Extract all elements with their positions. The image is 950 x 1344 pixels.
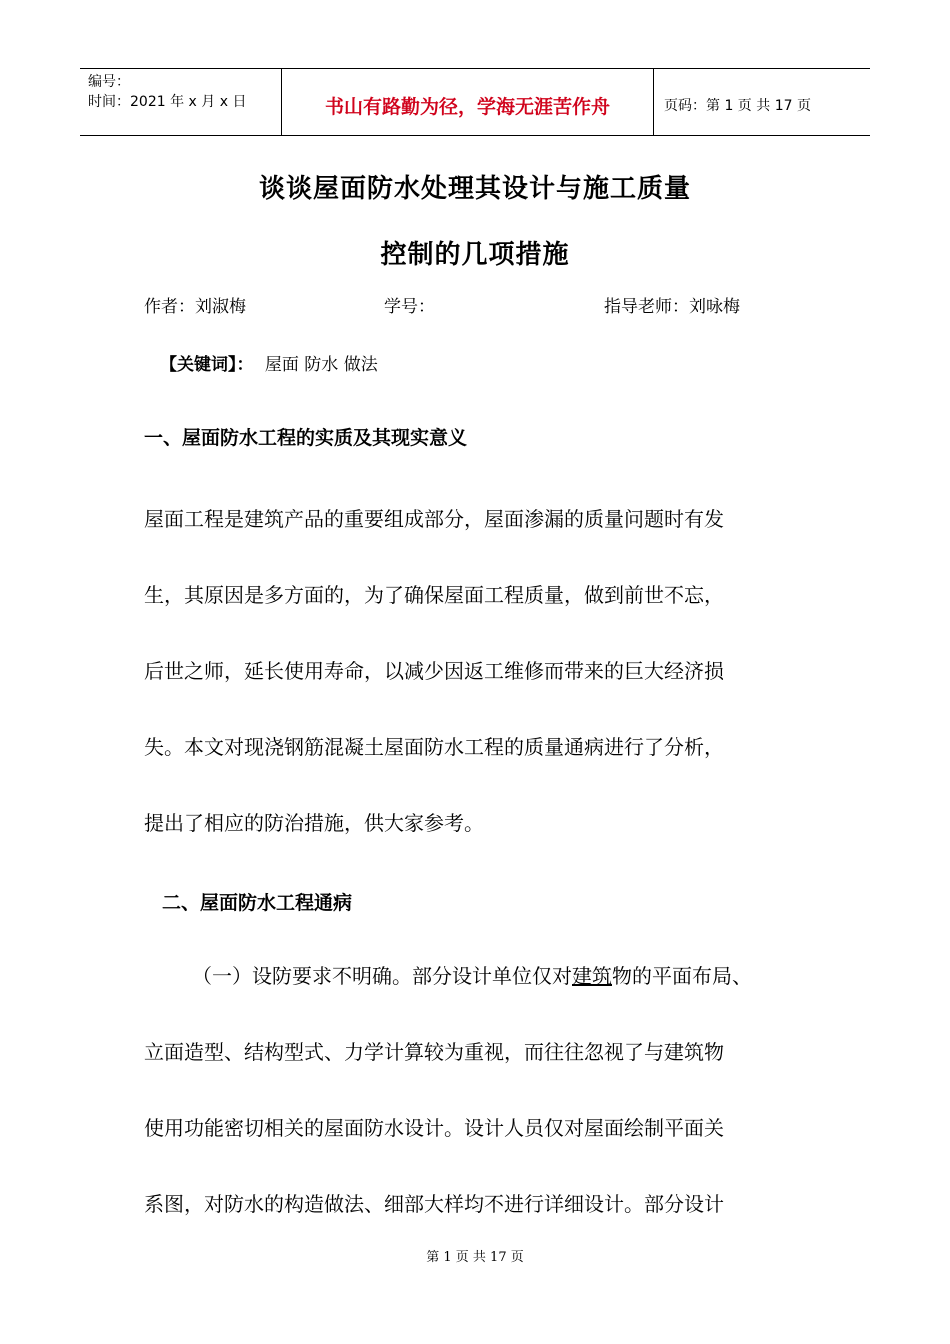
building-link[interactable]: 建筑 xyxy=(572,964,612,988)
line-text: 物的平面布局、 xyxy=(612,964,752,988)
line-text: （一）设防要求不明确。部分设计单位仅对 xyxy=(192,964,572,988)
page-label: 页码：第 1 页 共 17 页 xyxy=(664,98,811,114)
title-line-1: 谈谈屋面防水处理其设计与施工质量 xyxy=(258,174,691,204)
paragraph-line: 系图，对防水的构造做法、细部大样均不进行详细设计。部分设计 xyxy=(144,1192,724,1216)
section-2-heading: 二、屋面防水工程通病 xyxy=(162,892,353,914)
number-label: 编号： xyxy=(88,74,130,90)
paragraph-line: 使用功能密切相关的屋面防水设计。设计人员仅对屋面绘制平面关 xyxy=(144,1116,724,1140)
document-header xyxy=(80,68,870,136)
section-2-body xyxy=(144,938,824,1242)
advisor: 指导老师：刘咏梅 xyxy=(604,297,740,317)
paragraph-line: 屋面工程是建筑产品的重要组成部分，屋面渗漏的质量问题时有发 xyxy=(144,507,724,531)
paragraph-line: 生，其原因是多方面的，为了确保屋面工程质量，做到前世不忘， xyxy=(144,583,724,607)
paragraph-line: 立面造型、结构型式、力学计算较为重视，而往往忽视了与建筑物 xyxy=(144,1040,724,1064)
header-left-cell xyxy=(80,69,281,135)
time-label: 时间：2021 年 x 月 x 日 xyxy=(88,94,247,110)
keywords-value: 屋面 防水 做法 xyxy=(264,355,378,375)
paragraph-line: 提出了相应的防治措施，供大家参考。 xyxy=(144,811,484,835)
section-1-heading: 一、屋面防水工程的实质及其现实意义 xyxy=(144,427,468,449)
motto: 书山有路勤为径，学海无涯苦作舟 xyxy=(281,69,654,135)
paragraph-line: 失。本文对现浇钢筋混凝土屋面防水工程的质量通病进行了分析， xyxy=(144,735,724,759)
keywords-label: 【关键词】： xyxy=(160,355,254,375)
paragraph-line xyxy=(144,938,824,1014)
student-id: 学号： xyxy=(384,297,435,317)
title-line-2: 控制的几项措施 xyxy=(380,240,570,270)
paragraph-line: 后世之师，延长使用寿命，以减少因返工维修而带来的巨大经济损 xyxy=(144,659,724,683)
section-1-body xyxy=(144,481,824,861)
page-footer: 第 1 页 共 17 页 xyxy=(426,1250,524,1265)
author: 作者：刘淑梅 xyxy=(144,297,246,317)
keywords xyxy=(160,350,378,375)
